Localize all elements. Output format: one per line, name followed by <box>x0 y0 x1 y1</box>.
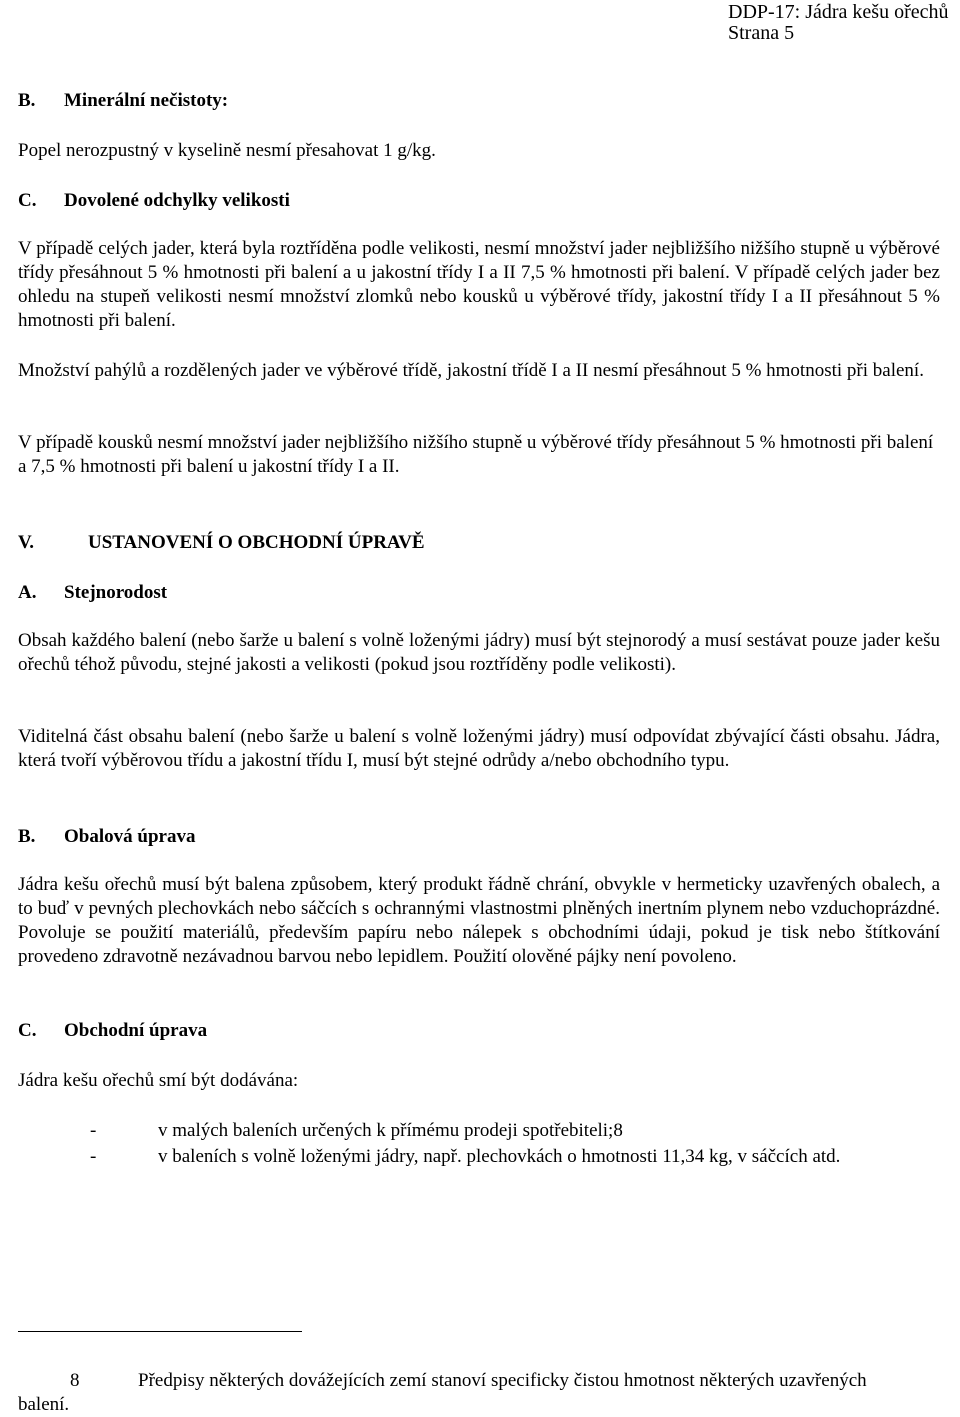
heading-presentation <box>18 1019 940 1043</box>
tolerances-paragraph-2: Množství pahýlů a rozdělených jader ve výběrové třídě, jakostní třídě I a II nesmí přesáhnout 5 % hmotnosti při balení. <box>18 360 924 381</box>
heading-title: Obalová úprava <box>64 826 196 847</box>
chapter-heading-v <box>18 531 940 555</box>
footnote-separator <box>18 1331 302 1332</box>
heading-letter: A. <box>18 582 37 603</box>
running-header <box>728 2 950 44</box>
page-number: Strana 5 <box>728 22 795 44</box>
list-item-text: v baleních s volně loženými jádry, např. plechovkách o hmotnosti 11,34 kg, v sáčcích atd. <box>158 1146 841 1167</box>
doc-title: DDP-17: Jádra kešu ořechů <box>728 1 949 23</box>
heading-title: Minerální nečistoty: <box>64 90 229 111</box>
tolerances-paragraph-1: V případě celých jader, která byla roztříděna podle velikosti, nesmí množství jader nejbližšího nižšího stupně u výběrové třídy přesáhnout 5 % hmotnosti při balení a u jakostní třídy I a II 7,5 % hmotnosti při balení. V případě celých jader bez ohledu na stupeň velikosti nesmí množství zlomků nebo kousků u výběrové třídy, jakostní třídy I a II přesáhnout 5 % hmotnosti při balení. <box>18 238 940 331</box>
heading-mineral-impurities <box>18 89 940 113</box>
heading-letter: C. <box>18 190 37 211</box>
heading-title: Stejnorodost <box>64 582 168 603</box>
tolerances-paragraph-3: V případě kousků nesmí množství jader nejbližšího nižšího stupně u výběrové třídy přesáhnout 5 % hmotnosti při balení a 7,5 % hmotnosti při balení u jakostní třídy I a II. <box>18 432 934 477</box>
footnote-number: 8 <box>70 1370 80 1391</box>
heading-packaging <box>18 825 940 849</box>
heading-title: Obchodní úprava <box>64 1020 208 1041</box>
list-item-text: v malých baleních určených k přímému prodeji spotřebiteli;8 <box>158 1120 623 1141</box>
heading-uniformity <box>18 581 940 605</box>
heading-title: Dovolené odchylky velikosti <box>64 190 290 211</box>
footnote-text: Předpisy některých dovážejících zemí stanoví specificky čistou hmotnost některých uzavřených balení. <box>18 1370 867 1415</box>
heading-letter: C. <box>18 1020 37 1041</box>
uniformity-paragraph-2: Viditelná část obsahu balení (nebo šarže u balení s volně loženými jádry) musí odpovídat zbývající části obsahu. Jádra, která tvoří výběrovou třídu a jakostní třídu I, musí být stejné odrůdy a/nebo obchodního typu. <box>18 726 940 771</box>
mineral-text: Popel nerozpustný v kyselině nesmí přesahovat 1 g/kg. <box>18 140 436 161</box>
heading-letter: B. <box>18 90 36 111</box>
heading-letter: B. <box>18 826 36 847</box>
heading-size-tolerances <box>18 189 940 213</box>
list-dash: - <box>90 1146 97 1167</box>
packaging-paragraph: Jádra kešu ořechů musí být balena způsobem, který produkt řádně chrání, obvykle v hermeticky uzavřených obalech, a to buď v pevných plechovkách nebo sáčcích s ochrannými vlastnostmi plněných inertním plynem nebo vzduchoprázdné. Povoluje se použití materiálů, především papíru nebo nálepek s obchodními údaji, pokud je tisk nebo štítkování provedeno zdravotně nezávadnou barvou nebo lepidlem. Použití olověné pájky není povoleno. <box>18 874 940 967</box>
presentation-intro: Jádra kešu ořechů smí být dodávána: <box>18 1070 299 1091</box>
footnote <box>18 1369 918 1417</box>
chapter-number: V. <box>18 532 35 553</box>
list-dash: - <box>90 1120 97 1141</box>
uniformity-paragraph-1: Obsah každého balení (nebo šarže u balení s volně loženými jádry) musí být stejnorodý a musí sestávat pouze jader kešu ořechů téhož původu, stejné jakosti a velikosti (pokud jsou roztříděny podle velikosti). <box>18 630 940 675</box>
chapter-title: USTANOVENÍ O OBCHODNÍ ÚPRAVĚ <box>88 532 425 553</box>
